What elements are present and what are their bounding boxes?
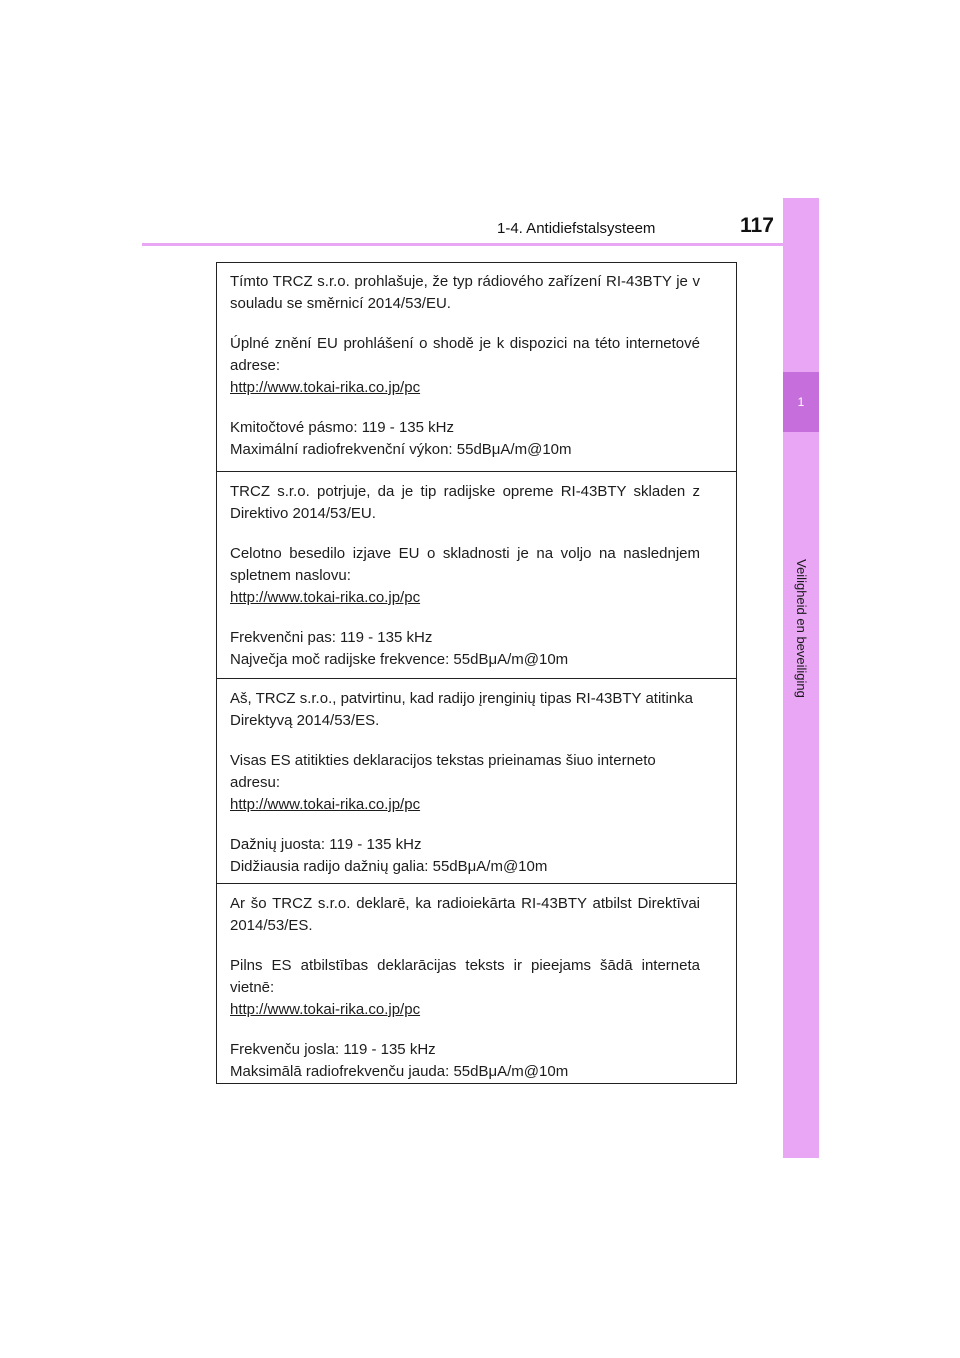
chapter-number: 1 [783,372,819,432]
section-divider [217,883,736,884]
declaration-max-power: Didžiausia radijo dažnių galia: 55dBμA/m@10m [230,858,548,875]
declaration-url-link[interactable]: http://www.tokai-rika.co.jp/pc [230,589,421,606]
declaration-statement: Ar šo TRCZ s.r.o. deklarē, ka radioiekārta RI-43BTY atbilst Direktīvai 2014/53/ES. [230,895,700,934]
declaration-latvian [217,885,736,1083]
declaration-frequency: Kmitočtové pásmo: 119 - 135 kHz [230,419,454,436]
section-divider [217,678,736,679]
declaration-max-power: Maximální radiofrekvenční výkon: 55dBμA/m@10m [230,441,572,458]
declaration-url-link[interactable]: http://www.tokai-rika.co.jp/pc [230,1001,421,1018]
declaration-lithuanian [217,680,736,878]
declaration-frequency: Frekvenču josla: 119 - 135 kHz [230,1041,436,1058]
declaration-max-power: Maksimālā radiofrekvenču jauda: 55dBμA/m@10m [230,1063,569,1080]
declaration-url-link[interactable]: http://www.tokai-rika.co.jp/pc [230,379,421,396]
chapter-label-container [783,558,819,698]
page-number: 117 [740,214,774,237]
declaration-frequency: Frekvenčni pas: 119 - 135 kHz [230,629,433,646]
declaration-frequency: Dažnių juosta: 119 - 135 kHz [230,836,422,853]
declaration-czech [217,263,736,461]
declaration-notice: Pilns ES atbilstības deklarācijas teksts ir pieejams šādā interneta vietnē: [230,957,700,996]
declaration-statement: TRCZ s.r.o. potrjuje, da je tip radijske opreme RI-43BTY skladen z Direktivo 2014/53/EU. [230,483,700,522]
declaration-max-power: Največja moč radijske frekvence: 55dBμA/m@10m [230,651,569,668]
chapter-label: Veiligheid en beveiliging [793,558,809,698]
chapter-side-tab[interactable] [783,198,819,1158]
section-divider [217,471,736,472]
section-title: 1-4. Antidiefstalsysteem [497,220,656,237]
declarations-box [216,262,737,1084]
declaration-url-link[interactable]: http://www.tokai-rika.co.jp/pc [230,796,421,813]
declaration-statement: Aš, TRCZ s.r.o., patvirtinu, kad radijo įrenginių tipas RI-43BTY atitinka Direktyvą 2014/53/ES. [230,690,693,729]
declaration-notice: Visas ES atitikties deklaracijos tekstas prieinamas šiuo interneto adresu: [230,752,656,791]
header-divider [142,243,819,246]
declaration-notice: Úplné znění EU prohlášení o shodě je k dispozici na této internetové adrese: [230,335,700,374]
declaration-slovenian [217,473,736,671]
declaration-statement: Tímto TRCZ s.r.o. prohlašuje, že typ rádiového zařízení RI-43BTY je v souladu se směrnicí 2014/53/EU. [230,273,700,312]
declaration-notice: Celotno besedilo izjave EU o skladnosti je na voljo na naslednjem spletnem naslovu: [230,545,700,584]
